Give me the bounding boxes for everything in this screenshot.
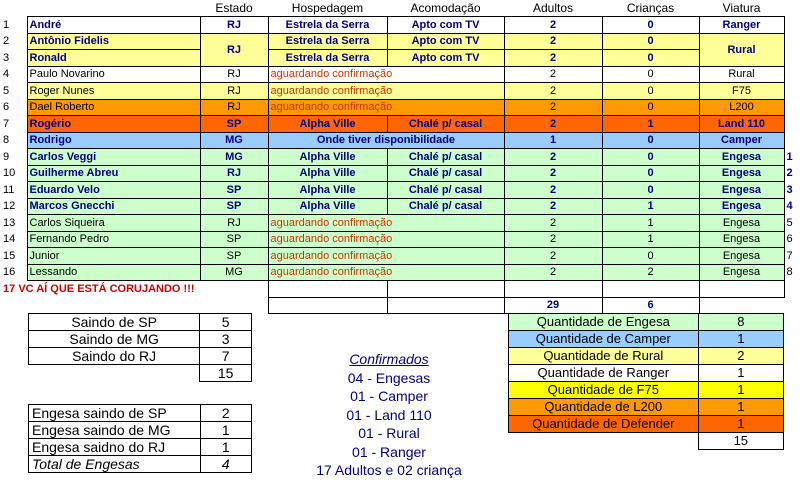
adultos-cell[interactable]: 2 [504, 99, 602, 116]
adultos-cell[interactable]: 2 [504, 17, 602, 34]
corujando-text: VC AÍ QUE ESTÁ CORUJANDO !!! [18, 283, 195, 295]
viatura-cell[interactable]: Engesa [699, 165, 784, 182]
engesa-saindo-table [28, 404, 252, 473]
quantidades-table [508, 313, 784, 450]
table-row [509, 382, 784, 399]
table-row [0, 17, 800, 34]
hospedagem-cell[interactable]: Estrela da Serra [268, 17, 387, 34]
confirmados-line: 01 - Ranger [352, 443, 426, 460]
adultos-cell[interactable]: 2 [504, 33, 602, 50]
viatura-cell[interactable]: Engesa [699, 182, 784, 199]
row-number: 4 [0, 66, 27, 83]
acomodacao-cell[interactable]: Chalé p/ casal [387, 198, 504, 215]
criancas-cell[interactable]: 0 [602, 132, 699, 149]
engesa-index [784, 50, 800, 67]
criancas-cell[interactable]: 0 [602, 50, 699, 67]
table-row [0, 198, 800, 215]
header-criancas: Crianças [626, 1, 675, 15]
header-adultos: Adultos [532, 1, 574, 15]
acomodacao-cell[interactable]: Apto com TV [387, 17, 504, 34]
acomodacao-cell[interactable]: Apto com TV [387, 50, 504, 67]
engesa-index [784, 33, 800, 50]
header-acomodacao: Acomodação [410, 1, 481, 15]
name-cell[interactable]: Antônio Fidelis [27, 33, 200, 50]
engesa-index: 6 [784, 231, 800, 248]
row-number: 6 [0, 99, 27, 116]
viatura-cell[interactable]: Ranger [699, 17, 784, 34]
estado-cell[interactable]: SP [200, 198, 268, 215]
name-cell[interactable]: Dael Roberto [27, 99, 200, 116]
quantidade-value[interactable]: 1 [698, 399, 783, 416]
row-number: 13 [0, 215, 27, 232]
estado-cell[interactable]: SP [200, 182, 268, 199]
table-row [0, 50, 800, 67]
row-number: 1 [0, 17, 27, 34]
row-number: 2 [0, 33, 27, 50]
empty-cell[interactable] [602, 281, 699, 298]
table-row [0, 99, 800, 116]
quantidade-label[interactable]: Quantidade de Ranger [509, 365, 699, 382]
engesa-index [784, 132, 800, 149]
criancas-cell[interactable]: 0 [602, 99, 699, 116]
table-row [509, 314, 784, 331]
estado-cell[interactable]: RJ [200, 83, 268, 100]
engesa-index: 3 [784, 182, 800, 199]
acomodacao-cell[interactable]: Chalé p/ casal [387, 116, 504, 133]
engesa-saindo-label[interactable]: Engesa saidno do RJ [29, 439, 201, 456]
engesa-index: 8 [784, 264, 800, 281]
saindo-label[interactable]: Saindo de SP [29, 314, 200, 331]
engesa-index [784, 17, 800, 34]
criancas-cell[interactable]: 1 [602, 215, 699, 232]
table-row [0, 231, 800, 248]
hospedagem-cell[interactable]: aguardando confirmação [268, 231, 504, 248]
quantidade-value[interactable]: 1 [698, 382, 783, 399]
table-row [509, 365, 784, 382]
engesa-total-value[interactable]: 4 [200, 456, 251, 473]
table-row [509, 399, 784, 416]
table-row [509, 331, 784, 348]
row-number: 7 [0, 116, 27, 133]
name-cell[interactable]: Eduardo Velo [27, 182, 200, 199]
table-row [29, 365, 252, 382]
empty-cell[interactable] [387, 297, 504, 314]
confirmados-line: 01 - Rural [358, 425, 420, 441]
viatura-cell[interactable]: Engesa [699, 248, 784, 265]
quantidade-value[interactable]: 1 [698, 331, 783, 348]
table-row [0, 149, 800, 166]
engesa-index: 4 [784, 198, 800, 215]
viatura-cell[interactable]: Rural [699, 66, 784, 83]
estado-cell[interactable]: SP [200, 231, 268, 248]
hospedagem-cell[interactable]: Alpha Ville [268, 182, 387, 199]
engesa-saindo-value[interactable]: 2 [200, 405, 251, 422]
table-row [29, 331, 252, 348]
engesa-saindo-label[interactable]: Engesa saindo de SP [29, 405, 201, 422]
confirmados-title: Confirmados [349, 351, 429, 367]
row-number: 14 [0, 231, 27, 248]
name-cell[interactable]: Ronald [27, 50, 200, 67]
viatura-cell[interactable]: Engesa [699, 198, 784, 215]
adultos-cell[interactable]: 2 [504, 248, 602, 265]
adultos-cell[interactable]: 2 [504, 198, 602, 215]
name-cell[interactable]: Paulo Novarino [27, 66, 200, 83]
adultos-cell[interactable]: 2 [504, 50, 602, 67]
estado-cell[interactable]: RJ [200, 33, 268, 66]
adultos-cell[interactable]: 2 [504, 149, 602, 166]
header-estado: Estado [215, 1, 253, 15]
hospedagem-cell[interactable]: aguardando confirmação [268, 248, 504, 265]
table-row [0, 182, 800, 199]
empty-cell[interactable] [387, 281, 504, 298]
row-number: 8 [0, 132, 27, 149]
quantidade-label[interactable]: Quantidade de Rural [509, 348, 699, 365]
quantidade-label[interactable]: Quantidade de L200 [509, 399, 699, 416]
quantidade-value[interactable]: 8 [698, 314, 783, 331]
table-row [0, 116, 800, 133]
name-cell[interactable]: Marcos Gnecchi [27, 198, 200, 215]
estado-cell[interactable]: RJ [200, 66, 268, 83]
engesa-saindo-value[interactable]: 1 [200, 422, 251, 439]
name-cell[interactable]: André [27, 17, 200, 34]
criancas-cell[interactable]: 0 [602, 182, 699, 199]
criancas-cell[interactable]: 0 [602, 149, 699, 166]
name-cell[interactable]: Rogério [27, 116, 200, 133]
corujando-note[interactable] [0, 281, 268, 298]
criancas-cell[interactable]: 2 [602, 264, 699, 281]
empty-cell[interactable] [699, 281, 784, 298]
estado-cell[interactable]: RJ [200, 165, 268, 182]
row-number: 11 [0, 182, 27, 199]
estado-cell[interactable]: MG [200, 149, 268, 166]
estado-cell[interactable]: RJ [200, 17, 268, 34]
table-row [29, 314, 252, 331]
saindo-total[interactable]: 15 [200, 365, 252, 382]
row-number: 15 [0, 248, 27, 265]
table-row [509, 416, 784, 433]
quantidades-total[interactable]: 15 [698, 433, 783, 450]
engesa-index [784, 116, 800, 133]
total-adultos[interactable]: 29 [504, 297, 602, 314]
estado-cell[interactable]: SP [200, 248, 268, 265]
hospedagem-cell[interactable]: Alpha Ville [268, 116, 387, 133]
total-criancas[interactable]: 6 [602, 297, 699, 314]
name-cell[interactable]: Junior [27, 248, 200, 265]
totals-row [0, 297, 800, 314]
hospedagem-cell[interactable]: Onde tiver disponibilidade [268, 132, 504, 149]
hospedagem-cell[interactable]: aguardando confirmação [268, 99, 504, 116]
saindo-value[interactable]: 7 [200, 348, 252, 365]
confirmados-line: 04 - Engesas [347, 369, 431, 386]
adultos-cell[interactable]: 2 [504, 231, 602, 248]
criancas-cell[interactable]: 0 [602, 165, 699, 182]
row-number: 10 [0, 165, 27, 182]
empty-cell[interactable] [268, 281, 387, 298]
viatura-cell[interactable]: Rural [699, 33, 784, 66]
viatura-cell[interactable]: Engesa [699, 231, 784, 248]
adultos-cell[interactable]: 2 [504, 264, 602, 281]
header-hospedagem: Hospedagem [291, 1, 364, 15]
engesa-saindo-label[interactable]: Engesa saindo de MG [29, 422, 201, 439]
row-number: 17 [3, 283, 16, 295]
adultos-cell[interactable]: 2 [504, 66, 602, 83]
table-row [0, 66, 800, 83]
name-cell[interactable]: Roger Nunes [27, 83, 200, 100]
row-number: 12 [0, 198, 27, 215]
table-row [0, 33, 800, 50]
table-row [29, 405, 252, 422]
hospedagem-cell[interactable]: aguardando confirmação [268, 215, 504, 232]
adultos-cell[interactable]: 2 [504, 116, 602, 133]
hospedagem-cell[interactable]: Alpha Ville [268, 198, 387, 215]
engesa-index: 1 [784, 149, 800, 166]
confirmados-summary [280, 350, 498, 480]
criancas-cell[interactable]: 1 [602, 198, 699, 215]
adultos-cell[interactable]: 2 [504, 83, 602, 100]
table-row [0, 165, 800, 182]
acomodacao-cell[interactable]: Chalé p/ casal [387, 182, 504, 199]
row-number: 16 [0, 264, 27, 281]
quantidade-label[interactable]: Quantidade de F75 [509, 382, 699, 399]
engesa-index [784, 66, 800, 83]
adultos-cell[interactable]: 2 [504, 215, 602, 232]
hospedagem-cell[interactable]: aguardando confirmação [268, 66, 504, 83]
engesa-index: 5 [784, 215, 800, 232]
hospedagem-cell[interactable]: Estrela da Serra [268, 33, 387, 50]
engesa-index: 7 [784, 248, 800, 265]
criancas-cell[interactable]: 0 [602, 33, 699, 50]
hospedagem-cell[interactable]: aguardando confirmação [268, 83, 504, 100]
adultos-cell[interactable]: 2 [504, 165, 602, 182]
table-row [509, 348, 784, 365]
engesa-index [784, 99, 800, 116]
engesa-saindo-value[interactable]: 1 [200, 439, 251, 456]
acomodacao-cell[interactable]: Apto com TV [387, 33, 504, 50]
confirmados-line: 01 - Land 110 [346, 406, 432, 423]
estado-cell[interactable]: MG [200, 264, 268, 281]
quantidade-value[interactable]: 1 [698, 416, 783, 433]
saindo-table [28, 313, 252, 382]
confirmados-line: 17 Adultos e 02 criança [316, 462, 462, 478]
table-row [0, 132, 800, 149]
viatura-cell[interactable]: Engesa [699, 149, 784, 166]
viatura-cell[interactable]: L200 [699, 99, 784, 116]
name-cell[interactable]: Rodrigo [27, 132, 200, 149]
table-row [29, 348, 252, 365]
header-viatura: Viatura [722, 1, 761, 15]
viatura-cell[interactable]: F75 [699, 83, 784, 100]
table-row [509, 433, 784, 450]
engesa-total-label[interactable]: Total de Engesas [29, 456, 201, 473]
hospedagem-cell[interactable]: Estrela da Serra [268, 50, 387, 67]
engesa-index: 2 [784, 165, 800, 182]
adultos-cell[interactable]: 1 [504, 132, 602, 149]
quantidade-label[interactable]: Quantidade de Engesa [509, 314, 699, 331]
table-row [29, 422, 252, 439]
row-number: 3 [0, 50, 27, 67]
table-row [0, 83, 800, 100]
table-row [0, 281, 800, 298]
name-cell[interactable]: Guilherme Abreu [27, 165, 200, 182]
criancas-cell[interactable]: 0 [602, 66, 699, 83]
name-cell[interactable]: Carlos Veggi [27, 149, 200, 166]
acomodacao-cell[interactable]: Chalé p/ casal [387, 165, 504, 182]
acomodacao-cell[interactable]: Chalé p/ casal [387, 149, 504, 166]
criancas-cell[interactable]: 0 [602, 83, 699, 100]
hospedagem-cell[interactable]: Alpha Ville [268, 165, 387, 182]
table-row [29, 439, 252, 456]
row-number: 9 [0, 149, 27, 166]
confirmados-line: 01 - Camper [350, 388, 428, 404]
hospedagem-cell[interactable]: aguardando confirmação [268, 264, 504, 281]
table-row [0, 248, 800, 265]
estado-cell[interactable]: RJ [200, 215, 268, 232]
adultos-cell[interactable]: 2 [504, 182, 602, 199]
saindo-label[interactable]: Saindo de MG [29, 331, 200, 348]
engesa-index [784, 83, 800, 100]
quantidade-label[interactable]: Quantidade de Camper [509, 331, 699, 348]
table-row [0, 264, 800, 281]
quantidade-value[interactable]: 1 [698, 365, 783, 382]
name-cell[interactable]: Fernando Pedro [27, 231, 200, 248]
quantidade-label[interactable]: Quantidade de Defender [509, 416, 699, 433]
header-row [0, 0, 800, 17]
quantidade-value[interactable]: 2 [698, 348, 783, 365]
viatura-cell[interactable]: Engesa [699, 264, 784, 281]
name-cell[interactable]: Lessando [27, 264, 200, 281]
saindo-value[interactable]: 3 [200, 331, 252, 348]
saindo-value[interactable]: 5 [200, 314, 252, 331]
estado-cell[interactable]: MG [200, 132, 268, 149]
empty-cell[interactable] [268, 297, 387, 314]
viatura-cell[interactable]: Land 110 [699, 116, 784, 133]
name-cell[interactable]: Carlos Siqueira [27, 215, 200, 232]
estado-cell[interactable]: SP [200, 116, 268, 133]
empty-cell[interactable] [504, 281, 602, 298]
criancas-cell[interactable]: 1 [602, 116, 699, 133]
criancas-cell[interactable]: 1 [602, 231, 699, 248]
table-row [29, 456, 252, 473]
criancas-cell[interactable]: 0 [602, 17, 699, 34]
criancas-cell[interactable]: 0 [602, 248, 699, 265]
viatura-cell[interactable]: Camper [699, 132, 784, 149]
row-number: 5 [0, 83, 27, 100]
saindo-label[interactable]: Saindo do RJ [29, 348, 200, 365]
estado-cell[interactable]: RJ [200, 99, 268, 116]
viatura-cell[interactable]: Engesa [699, 215, 784, 232]
table-row [0, 215, 800, 232]
hospedagem-cell[interactable]: Alpha Ville [268, 149, 387, 166]
